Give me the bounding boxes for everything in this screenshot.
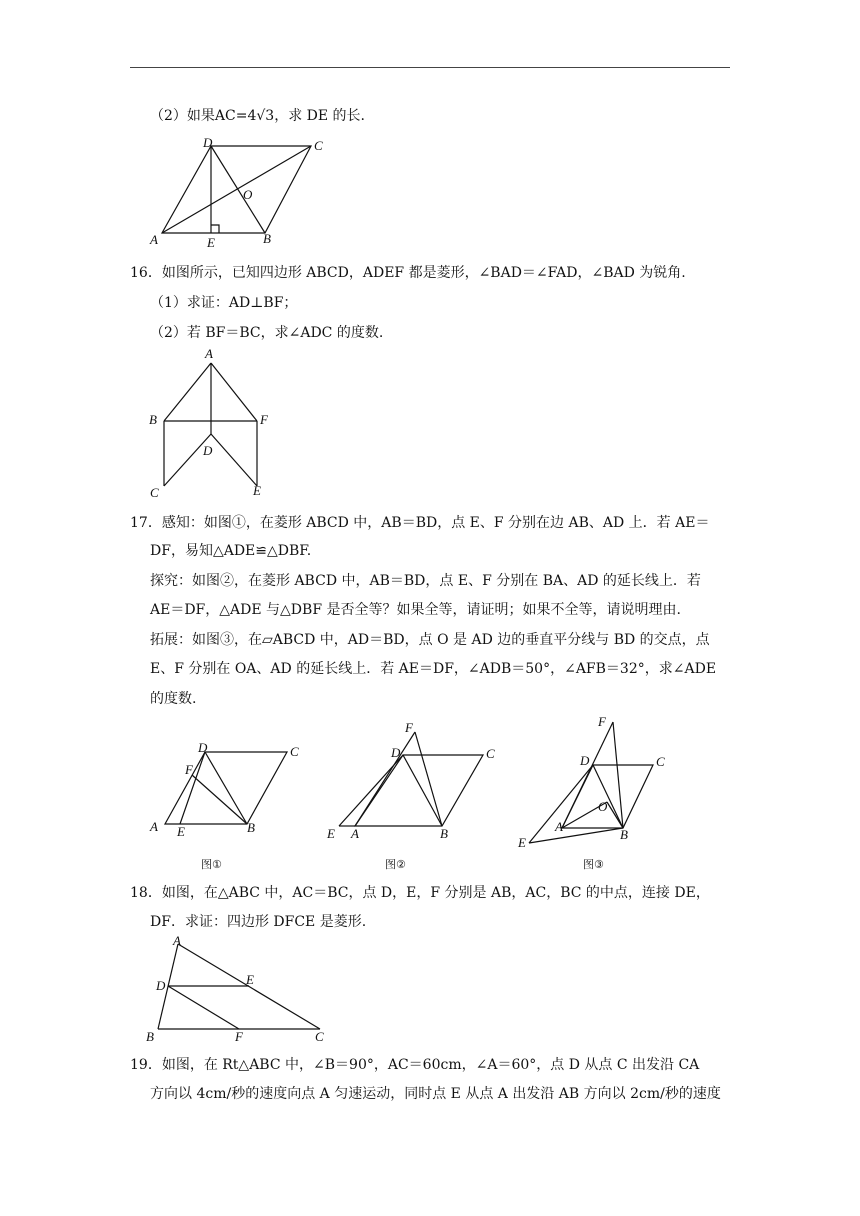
label-D: D (580, 753, 590, 768)
label-E: E (177, 824, 185, 839)
label-B: B (440, 826, 448, 841)
q19-line1: 19．如图，在 Rt△ABC 中，∠B＝90°，AC＝60cm，∠A＝60°，点 D 从点 C 出发沿 CA (130, 1057, 700, 1073)
label-B: B (263, 231, 271, 246)
q16-part2: （2）若 BF＝BC，求∠ADC 的度数. (150, 325, 384, 341)
label-A: A (150, 819, 158, 834)
q17-line3: 探究：如图②，在菱形 ABCD 中，AB＝BD，点 E、F 分别在 BA、AD 的延长线上．若 (150, 573, 701, 589)
figure-q18 (140, 934, 340, 1046)
q17-line2: DF，易知△ADE≌△DBF. (150, 543, 312, 559)
label-E: E (253, 483, 261, 498)
figure-q16 (140, 346, 280, 501)
label-C: C (486, 746, 495, 761)
label-D: D (156, 978, 166, 993)
label-D: D (203, 443, 213, 458)
label-D: D (198, 740, 208, 755)
label-A: A (555, 819, 563, 834)
label-A: A (205, 346, 213, 361)
q15-part2: （2）如果AC=4√3，求 DE 的长. (150, 108, 365, 124)
label-E: E (327, 826, 335, 841)
label-B: B (146, 1029, 154, 1044)
caption-fig2: 图② (385, 858, 406, 871)
label-C: C (315, 1029, 324, 1044)
figure-17-2 (326, 720, 495, 871)
label-A: A (351, 826, 359, 841)
label-E: E (207, 235, 215, 248)
label-C: C (314, 138, 323, 153)
label-C: C (150, 485, 159, 500)
label-C: C (656, 754, 665, 769)
q18-line2: DF．求证：四边形 DFCE 是菱形. (150, 914, 367, 930)
label-F: F (405, 720, 413, 735)
header-rule (130, 67, 730, 68)
q17-line4: AE＝DF，△ADE 与△DBF 是否全等？如果全等，请证明；如果不全等，请说明理由. (150, 602, 681, 618)
label-F: F (235, 1029, 243, 1044)
q18-line1: 18．如图，在△ABC 中，AC＝BC，点 D，E，F 分别是 AB，AC，BC 的中点，连接 DE， (130, 885, 710, 901)
label-A: A (173, 934, 181, 948)
q17-line1: 17．感知：如图①，在菱形 ABCD 中，AB＝BD，点 E、F 分别在边 AB、AD 上．若 AE＝ (130, 515, 710, 531)
figure-17-3 (517, 714, 665, 871)
caption-fig3: 图③ (583, 858, 604, 871)
label-A: A (150, 232, 158, 247)
figure-17-1 (149, 740, 299, 871)
figure-q15 (145, 133, 335, 248)
label-B: B (149, 412, 157, 427)
figure-q17 (140, 712, 700, 872)
q16-stem: 16．如图所示，已知四边形 ABCD，ADEF 都是菱形，∠BAD＝∠FAD，∠BAD 为锐角. (130, 265, 686, 281)
q17-line5: 拓展：如图③，在▱ABCD 中，AD＝BD，点 O 是 AD 边的垂直平分线与 BD 的交点，点 (150, 632, 710, 648)
caption-fig1: 图① (201, 858, 222, 871)
label-O: O (243, 187, 253, 202)
label-E: E (518, 835, 526, 850)
q17-line7: 的度数. (150, 691, 197, 707)
q19-line2: 方向以 4cm/秒的速度向点 A 匀速运动，同时点 E 从点 A 出发沿 AB 方向以 2cm/秒的速度 (150, 1086, 721, 1102)
label-F: F (185, 762, 193, 777)
label-D: D (391, 745, 401, 760)
q17-line6: E、F 分别在 OA、AD 的延长线上．若 AE＝DF，∠ADB＝50°，∠AFB＝32°，求∠ADE (150, 661, 717, 677)
label-F: F (260, 412, 268, 427)
label-B: B (620, 827, 628, 842)
label-D: D (203, 135, 213, 150)
label-F: F (598, 714, 606, 729)
label-O: O (598, 799, 608, 814)
label-B: B (247, 820, 255, 835)
q16-part1: （1）求证：AD⊥BF； (150, 295, 298, 311)
label-C: C (290, 744, 299, 759)
label-E: E (246, 972, 254, 987)
